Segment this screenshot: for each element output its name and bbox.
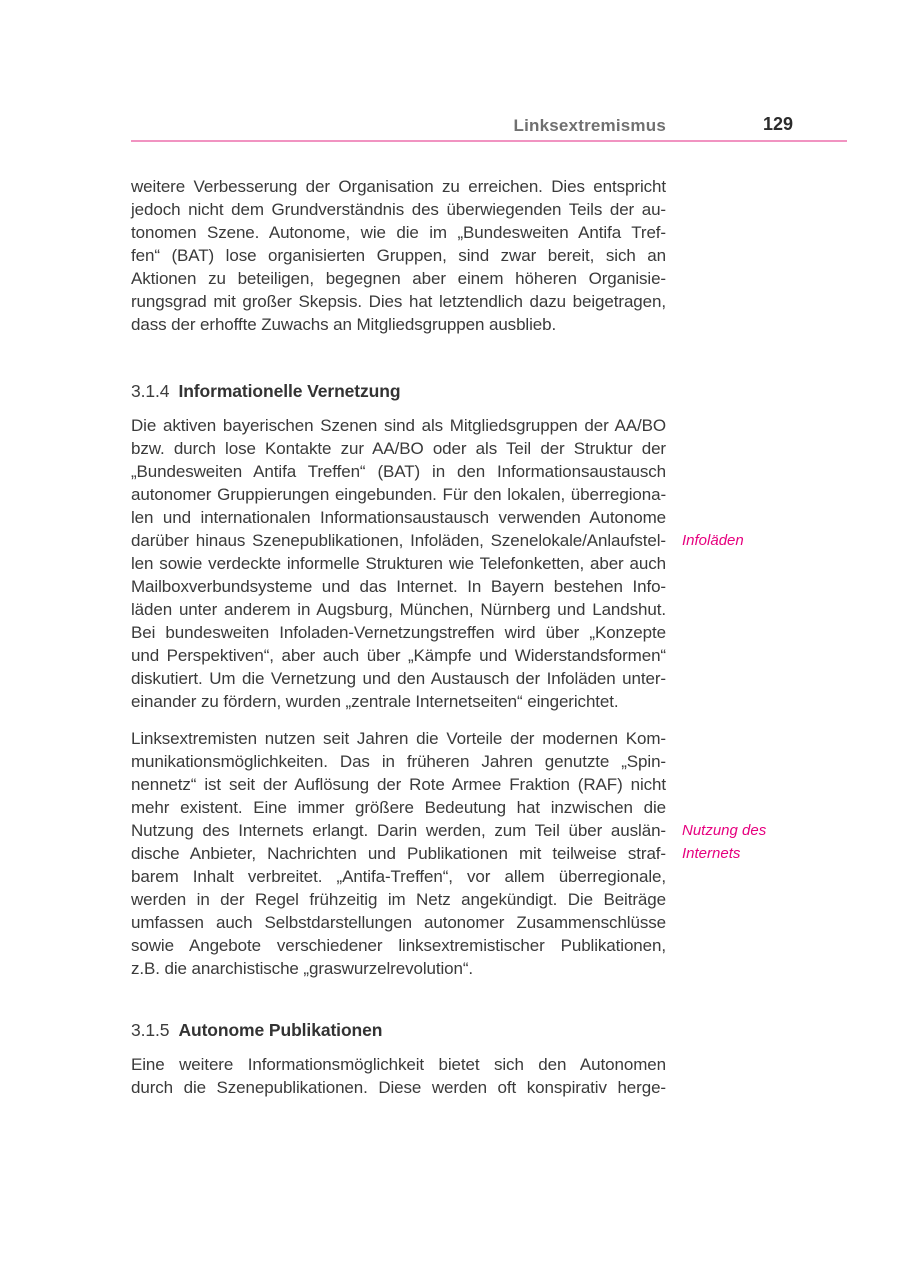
text-line: mehr existent. Eine immer größere Bedeutung hat inzwischen die <box>131 798 666 817</box>
text-line: diskutiert. Um die Vernetzung und den Austausch der Infoläden unter- <box>131 669 666 688</box>
page-number: 129 <box>763 114 794 134</box>
margin-note-nutzung-des-internets: Nutzung des Internets <box>682 822 767 862</box>
text-line: Aktionen zu beteiligen, begegnen aber einem höheren Organisie- <box>131 269 666 288</box>
body-paragraph <box>131 414 666 713</box>
text-line: Die aktiven bayerischen Szenen sind als Mitgliedsgruppen der AA/BO <box>131 416 666 435</box>
text-line: barem Inhalt verbreitet. „Antifa-Treffen“, vor allem überregionale, <box>131 867 666 886</box>
section-heading <box>131 380 666 403</box>
running-header-section-label: Linksextremismus <box>513 116 666 135</box>
text-line: Eine weitere Informationsmöglichkeit bietet sich den Autonomen <box>131 1055 666 1074</box>
text-column <box>131 175 666 1099</box>
text-line: Mailboxverbundsysteme und das Internet. In Bayern bestehen Info- <box>131 577 666 596</box>
section-heading-title: Autonome Publikationen <box>178 1020 383 1040</box>
text-line: Nutzung des Internets erlangt. Darin werden, zum Teil über auslän- <box>131 821 666 840</box>
text-line: weitere Verbesserung der Organisation zu erreichen. Dies entspricht <box>131 177 666 196</box>
section-heading-number: 3.1.5 <box>131 1020 170 1040</box>
text-line: nennetz“ ist seit der Auflösung der Rote Armee Fraktion (RAF) nicht <box>131 775 666 794</box>
text-line: darüber hinaus Szenepublikationen, Infoläden, Szenelokale/Anlaufstel- <box>131 531 666 550</box>
section-heading <box>131 1019 666 1042</box>
text-line: len sowie verdeckte informelle Strukturen wie Telefonketten, aber auch <box>131 554 666 573</box>
text-line: dass der erhoffte Zuwachs an Mitgliedsgruppen ausblieb. <box>131 315 557 334</box>
text-line: rungsgrad mit großer Skepsis. Dies hat letztendlich dazu beigetragen, <box>131 292 666 311</box>
header-divider-rule <box>131 140 847 142</box>
body-paragraph <box>131 727 666 980</box>
text-line: autonomer Gruppierungen eingebunden. Für den lokalen, überregiona- <box>131 485 666 504</box>
text-line: munikationsmöglichkeiten. Das in früheren Jahren genutzte „Spin- <box>131 752 666 771</box>
text-line: jedoch nicht dem Grundverständnis des überwiegenden Teils der au- <box>131 200 666 219</box>
text-line: Bei bundesweiten Infoladen-Vernetzungstreffen wird über „Konzepte <box>131 623 666 642</box>
text-line: dische Anbieter, Nachrichten und Publikationen mit teilweise straf- <box>131 844 666 863</box>
text-line: sowie Angebote verschiedener linksextremistischer Publikationen, <box>131 936 666 955</box>
body-paragraph <box>131 1053 666 1099</box>
text-line: bzw. durch lose Kontakte zur AA/BO oder als Teil der Struktur der <box>131 439 666 458</box>
section-heading-number: 3.1.4 <box>131 381 170 401</box>
text-line: durch die Szenepublikationen. Diese werden oft konspirativ herge- <box>131 1078 666 1097</box>
margin-note-infolaeden: Infoläden <box>682 532 744 549</box>
text-line: z.B. die anarchistische „graswurzelrevolution“. <box>131 959 474 978</box>
text-line: umfassen auch Selbstdarstellungen autonomer Zusammenschlüsse <box>131 913 666 932</box>
text-line: werden in der Regel frühzeitig im Netz angekündigt. Die Beiträge <box>131 890 666 909</box>
text-line: und Perspektiven“, aber auch über „Kämpfe und Widerstandsformen“ <box>131 646 666 665</box>
text-line: tonomen Szene. Autonome, wie die im „Bundesweiten Antifa Tref- <box>131 223 666 242</box>
text-line: läden unter anderem in Augsburg, München, Nürnberg und Landshut. <box>131 600 666 619</box>
text-line: len und internationalen Informationsaustausch verwenden Autonome <box>131 508 666 527</box>
text-line: fen“ (BAT) lose organisierten Gruppen, sind zwar bereit, sich an <box>131 246 666 265</box>
body-paragraph <box>131 175 666 336</box>
section-heading-title: Informationelle Vernetzung <box>178 381 401 401</box>
text-line: einander zu fördern, wurden „zentrale Internetseiten“ eingerichtet. <box>131 692 619 711</box>
text-line: Linksextremisten nutzen seit Jahren die Vorteile der modernen Kom- <box>131 729 666 748</box>
text-line: „Bundesweiten Antifa Treffen“ (BAT) in den Informationsaustausch <box>131 462 666 481</box>
